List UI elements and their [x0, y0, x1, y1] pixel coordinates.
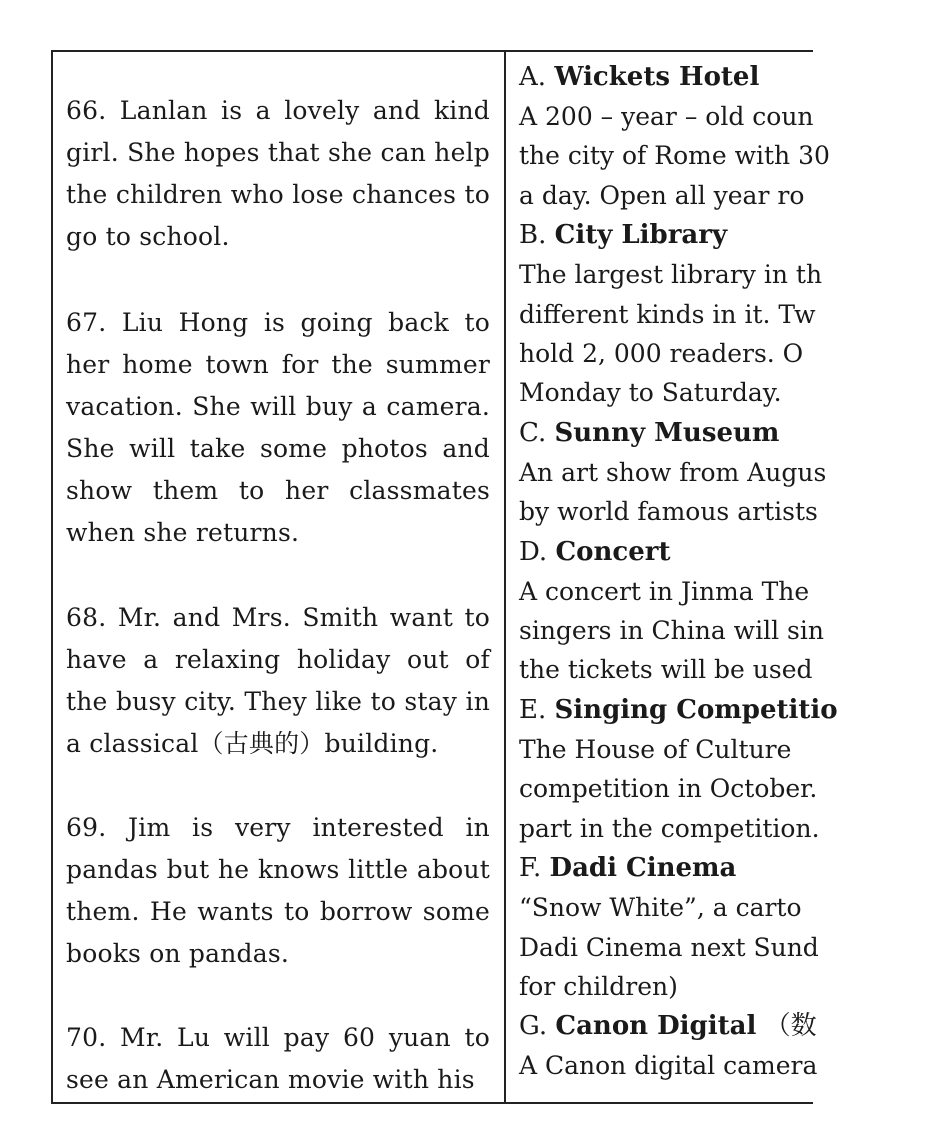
- ad-line: for children): [519, 971, 678, 1001]
- ad-title: [519, 215, 939, 255]
- ad-c-sunny-museum: [519, 413, 939, 532]
- ad-name: Dadi Cinema: [549, 853, 737, 884]
- ad-e-singing-competition: [519, 690, 939, 848]
- column-divider: [504, 52, 506, 1102]
- ad-letter: D.: [519, 536, 548, 567]
- ad-line: “Snow White”, a carto: [519, 893, 802, 923]
- ad-d-concert: [519, 532, 939, 690]
- ad-line: A Canon digital camera: [519, 1051, 818, 1081]
- question-66: [66, 90, 490, 258]
- ad-g-canon-digital: [519, 1006, 939, 1085]
- ad-line: A concert in Jinma The: [519, 576, 810, 606]
- question-number: 70.: [66, 1023, 107, 1052]
- ad-title: [519, 413, 939, 453]
- ad-line: the tickets will be used: [519, 655, 813, 685]
- ad-title: [519, 1006, 939, 1046]
- ad-letter: C.: [519, 417, 547, 448]
- ad-title: [519, 848, 939, 888]
- ad-title: [519, 57, 939, 97]
- ad-name: Sunny Museum: [554, 417, 780, 448]
- ad-line: The largest library in th: [519, 260, 823, 290]
- ad-title: [519, 690, 939, 730]
- question-70: [66, 1017, 490, 1101]
- ad-name: Concert: [555, 536, 671, 567]
- ad-name: Wickets Hotel: [554, 62, 760, 92]
- ad-line: Dadi Cinema next Sund: [519, 932, 819, 962]
- matching-exercise-table: [51, 50, 838, 1104]
- ad-name: City Library: [554, 220, 728, 251]
- ad-line: The House of Culture: [519, 734, 792, 764]
- ad-letter: E.: [519, 694, 547, 725]
- ad-f-dadi-cinema: [519, 848, 939, 1006]
- ad-a-wickets-hotel: [519, 57, 939, 215]
- ad-b-city-library: [519, 215, 939, 413]
- ad-line: hold 2, 000 readers. O: [519, 339, 804, 369]
- question-text: Mr. and Mrs. Smith want to have a relaxing holiday out of the busy city. They like to stay in a classical（古典的）building.: [66, 603, 491, 758]
- ad-letter: B.: [519, 220, 547, 251]
- ad-name: Canon Digital: [555, 1011, 757, 1042]
- ad-line: by world famous artists: [519, 497, 818, 527]
- question-text: Lanlan is a lovely and kind girl. She hopes that she can help the children who lose chances to go to school.: [66, 96, 490, 251]
- ad-line: singers in China will sin: [519, 616, 824, 646]
- ad-line: An art show from Augus: [519, 457, 827, 487]
- ad-letter: F.: [519, 853, 542, 884]
- ad-line: A 200 – year – old coun: [519, 102, 814, 131]
- question-text: Liu Hong is going back to her home town for the summer vacation. She will buy a camera. She will take some photos and show them to her classmates when she returns.: [66, 308, 490, 547]
- ads-column: [519, 57, 939, 1086]
- ad-line: part in the competition.: [519, 813, 820, 843]
- question-68: [66, 597, 490, 765]
- ad-letter: G.: [519, 1011, 548, 1042]
- ad-line: the city of Rome with 30: [519, 141, 830, 171]
- ad-line: Monday to Saturday.: [519, 378, 782, 408]
- ad-letter: A.: [519, 62, 547, 92]
- question-number: 67.: [66, 308, 107, 337]
- ad-line: competition in October.: [519, 774, 818, 804]
- ad-line: a day. Open all year ro: [519, 180, 805, 210]
- question-number: 68.: [66, 603, 107, 632]
- question-number: 69.: [66, 813, 107, 842]
- question-67: [66, 302, 490, 554]
- ad-line: different kinds in it. Tw: [519, 299, 816, 329]
- question-69: [66, 807, 490, 975]
- ad-title: [519, 532, 939, 572]
- ad-name: Singing Competitio: [554, 694, 838, 725]
- question-text: Mr. Lu will pay 60 yuan to see an American movie with his: [66, 1023, 491, 1094]
- question-number: 66.: [66, 96, 107, 125]
- ad-name-suffix: （数: [764, 1011, 817, 1042]
- question-text: Jim is very interested in pandas but he knows little about them. He wants to borrow some books on pandas.: [66, 813, 490, 968]
